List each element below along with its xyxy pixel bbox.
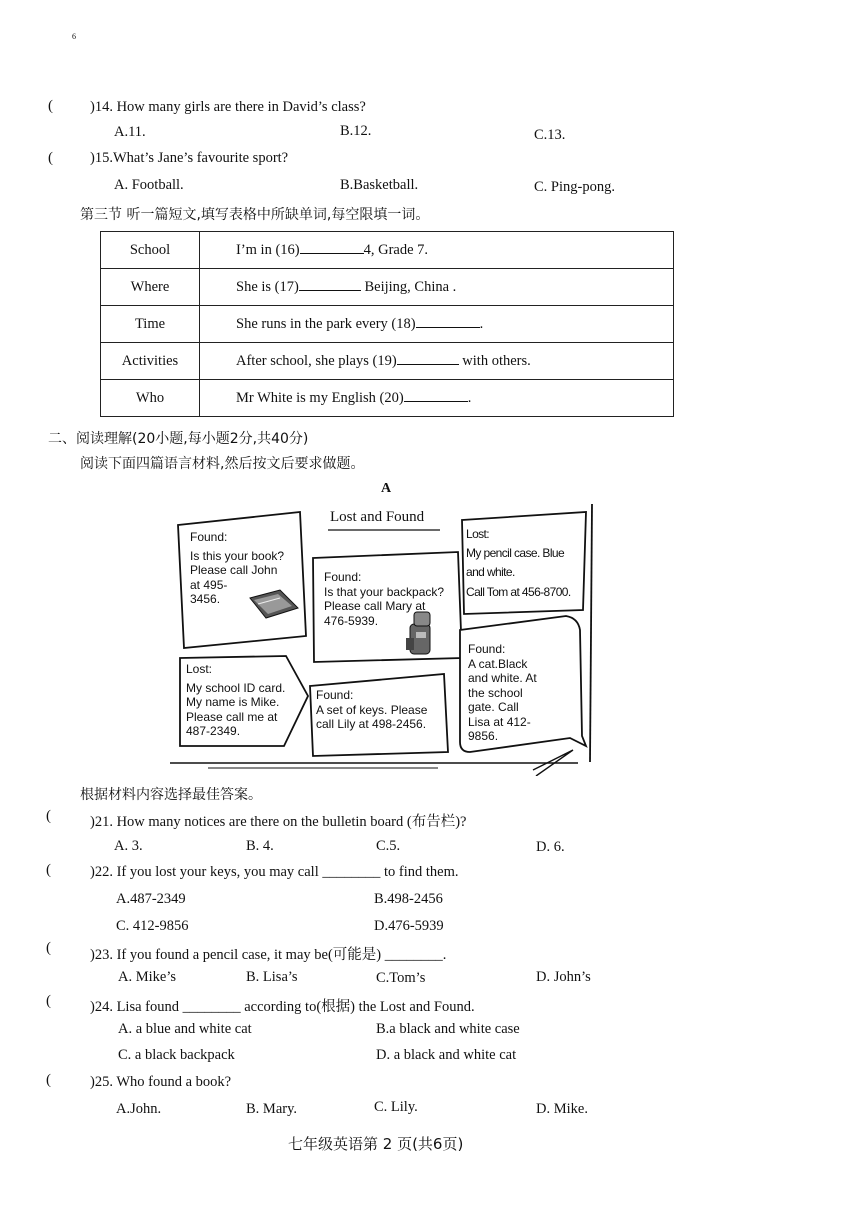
row-label: School <box>101 232 200 269</box>
q23-option-d: D. John’s <box>536 969 591 985</box>
row-text: After school, she plays (19) <box>236 353 397 369</box>
q25-option-b: B. Mary. <box>246 1101 298 1117</box>
question-21: )21. How many notices are there on the bulletin board (布告栏)? <box>90 814 467 830</box>
notice-lisa <box>468 642 537 744</box>
q23-option-c: C.Tom’s <box>376 970 426 986</box>
q24-option-c: C. a black backpack <box>118 1047 235 1063</box>
answer-paren: ( <box>46 1072 51 1088</box>
fill-in-table <box>100 231 674 417</box>
table-row <box>101 380 674 417</box>
q21-option-c: C.5. <box>376 838 401 854</box>
q22-option-d: D.476-5939 <box>374 918 444 934</box>
table-row <box>101 343 674 380</box>
row-text: She is (17) <box>236 279 299 295</box>
q21-option-b: B. 4. <box>246 838 274 854</box>
question-15: )15.What’s Jane’s favourite sport? <box>90 150 289 166</box>
notice-line: My pencil case. Blue <box>466 545 565 560</box>
q14-option-b: B.12. <box>340 123 372 139</box>
row-label: Where <box>101 269 200 306</box>
notice-line: and white. At <box>468 671 537 685</box>
answer-paren: ( <box>46 940 51 956</box>
notice-line: 3456. <box>190 592 221 606</box>
q23-option-b: B. Lisa’s <box>246 969 298 985</box>
notice-line: Lost: <box>466 527 490 541</box>
notice-line: My name is Mike. <box>186 695 280 709</box>
q14-option-c: C.13. <box>534 127 566 143</box>
notice-line: Lost: <box>186 662 213 676</box>
q23-option-a: A. Mike’s <box>118 969 176 985</box>
question-24: )24. Lisa found ________ according to(根据) the Lost and Found. <box>90 999 475 1015</box>
table-row <box>101 232 674 269</box>
notice-line: call Lily at 498-2456. <box>316 717 427 731</box>
notice-tom <box>466 527 571 599</box>
q25-option-a: A.John. <box>116 1101 162 1117</box>
part2-instruction: 阅读下面四篇语言材料,然后按文后要求做题。 <box>80 456 365 472</box>
answer-blank-18[interactable] <box>416 315 480 328</box>
answer-blank-20[interactable] <box>404 389 468 402</box>
row-content <box>200 306 674 343</box>
notice-john <box>190 530 284 607</box>
page-footer: 七年级英语第 2 页(共6页) <box>288 1135 464 1153</box>
notice-line: A cat.Black <box>468 656 528 671</box>
notice-line: A set of keys. Please <box>316 702 428 717</box>
notice-line: My school ID card. <box>186 680 286 695</box>
row-content <box>200 269 674 306</box>
table-row <box>101 306 674 343</box>
q25-option-d: D. Mike. <box>536 1101 588 1117</box>
notice-mike <box>186 662 285 739</box>
notice-line: gate. Call <box>468 700 519 714</box>
notice-line: Found: <box>190 530 228 544</box>
notice-line: Please call me at <box>186 709 278 724</box>
q22-option-b: B.498-2456 <box>374 891 443 907</box>
answer-paren: ( <box>48 150 53 166</box>
q22-option-a: A.487-2349 <box>116 891 186 907</box>
row-text: She runs in the park every (18) <box>236 316 416 332</box>
answer-blank-16[interactable] <box>300 241 364 254</box>
section3-heading: 第三节 听一篇短文,填写表格中所缺单词,每空限填一词。 <box>80 207 430 223</box>
q24-option-b: B.a black and white case <box>376 1021 520 1037</box>
answer-paren: ( <box>46 993 51 1009</box>
lost-and-found-board <box>168 500 598 776</box>
answer-paren: ( <box>46 808 51 824</box>
row-text: I’m in (16) <box>236 242 300 258</box>
notice-line: and white. <box>466 565 515 579</box>
row-label: Time <box>101 306 200 343</box>
q14-option-a: A.11. <box>114 124 146 140</box>
notice-line: Is that your backpack? <box>324 584 445 599</box>
row-label: Activities <box>101 343 200 380</box>
row-text: 4, Grade 7. <box>363 242 429 258</box>
notice-line: Lisa at 412- <box>468 714 531 729</box>
question-22: )22. If you lost your keys, you may call ________ to find them. <box>90 864 459 880</box>
notice-line: Found: <box>316 688 354 702</box>
answer-paren: ( <box>48 98 53 114</box>
q15-option-a: A. Football. <box>114 177 184 193</box>
notice-line: Is this your book? <box>190 548 285 563</box>
row-label: Who <box>101 380 200 417</box>
notice-lily <box>316 688 427 732</box>
q15-option-c: C. Ping-pong. <box>534 179 615 195</box>
part2-heading: 二、阅读理解(20小题,每小题2分,共40分) <box>48 431 309 447</box>
answer-blank-19[interactable] <box>397 352 459 365</box>
question-14: )14. How many girls are there in David’s class? <box>90 99 366 115</box>
row-text: Mr White is my English (20) <box>236 390 404 406</box>
question-23: )23. If you found a pencil case, it may be(可能是) ________. <box>90 947 447 963</box>
row-content <box>200 380 674 417</box>
notice-line: Please call John <box>190 563 278 577</box>
notice-line: at 495- <box>190 577 228 592</box>
board-title: Lost and Found <box>330 509 425 525</box>
q15-option-b: B.Basketball. <box>340 177 419 193</box>
question-25: )25. Who found a book? <box>90 1074 232 1090</box>
notice-line: Please call Mary at <box>324 599 426 613</box>
q24-option-d: D. a black and white cat <box>376 1047 517 1063</box>
answer-paren: ( <box>46 862 51 878</box>
reading-instruction: 根据材料内容选择最佳答案。 <box>80 787 262 803</box>
notice-line: Found: <box>324 570 362 584</box>
notice-line: 487-2349. <box>186 724 241 738</box>
notice-line: the school <box>468 685 523 700</box>
answer-blank-17[interactable] <box>299 278 361 291</box>
notice-mary <box>324 570 444 628</box>
passage-label: A <box>381 481 392 496</box>
table-row <box>101 269 674 306</box>
notice-line: 9856. <box>468 729 499 743</box>
row-text: . <box>467 390 472 406</box>
q22-option-c: C. 412-9856 <box>116 918 189 934</box>
row-text: with others. <box>458 353 531 369</box>
page-mark: 6 <box>72 32 76 41</box>
notice-line: Found: <box>468 642 506 656</box>
row-content <box>200 343 674 380</box>
row-text: Beijing, China . <box>360 279 457 295</box>
q24-option-a: A. a blue and white cat <box>118 1021 252 1037</box>
notice-line: 476-5939. <box>324 613 379 628</box>
q25-option-c: C. Lily. <box>374 1099 418 1115</box>
row-content <box>200 232 674 269</box>
notice-line: Call Tom at 456-8700. <box>466 584 571 599</box>
q21-option-a: A. 3. <box>114 838 143 854</box>
q21-option-d: D. 6. <box>536 839 565 855</box>
row-text: . <box>479 316 484 332</box>
